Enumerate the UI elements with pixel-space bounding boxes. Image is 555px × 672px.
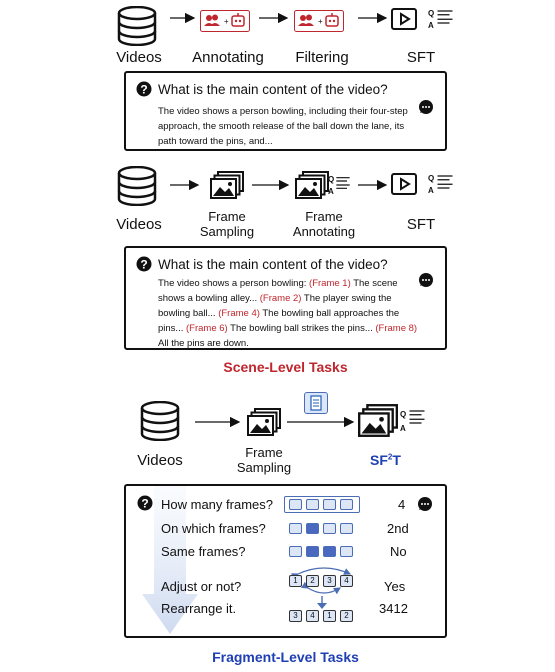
text-lines-icon [408, 406, 428, 430]
answer-text: The video shows a person bowling, including their four-step approach, the smooth release of the ball down the lane, its path toward the pins, and... [158, 106, 408, 147]
answer-segment: The scene shows a bowling alley... [158, 278, 398, 304]
frame-index-box: 3 [289, 610, 302, 622]
frame-index-box: 3 [323, 575, 336, 587]
videos-database-icon [140, 401, 184, 443]
human-plus-robot-icon [294, 10, 346, 32]
frame-reference: (Frame 8) [375, 323, 418, 334]
stage-annotating-label: Annotating [192, 49, 264, 66]
qa-box-frame-annotated [124, 246, 447, 350]
frame-reference: (Frame 6) [186, 323, 228, 334]
question-text: What is the main content of the video? [158, 257, 388, 272]
arrow-icon [193, 416, 243, 428]
frame-sampling-label: Frame Sampling [199, 209, 255, 239]
fragment-question: Rearrange it. [161, 601, 237, 616]
fragment-question: Adjust or not? [161, 579, 242, 594]
chat-bubble-icon [417, 496, 433, 512]
videos-database-icon [117, 166, 161, 208]
answer-segment: The player swing the bowling ball... [158, 293, 392, 319]
videos-label: Videos [137, 452, 183, 469]
down-arrow-icon [315, 596, 329, 610]
frame-stack-icon [210, 171, 244, 199]
frame-index-box: 2 [340, 610, 353, 622]
frame-index-box: 4 [306, 610, 319, 622]
fragment-answer: 3412 [379, 601, 408, 616]
fragment-question: How many frames? [161, 497, 273, 512]
frame-stack-icon [358, 404, 398, 438]
frame-cell [340, 523, 353, 534]
frame-cell [289, 546, 302, 557]
frame-cell [323, 499, 336, 510]
frame-cell-selected [306, 523, 319, 534]
chat-bubble-icon [418, 272, 434, 288]
question-icon [136, 256, 152, 272]
frame-index-box: 1 [289, 575, 302, 587]
fragment-answer: 2nd [387, 521, 409, 536]
stage-filtering-label: Filtering [295, 49, 349, 66]
qa-marks: Q A [428, 174, 435, 195]
qa-marks: Q A [328, 175, 335, 196]
frame-cell [289, 499, 302, 510]
arrow-icon [168, 179, 202, 191]
frame-reference: (Frame 2) [259, 293, 302, 304]
frame-sampling-label: Frame Sampling [236, 445, 292, 475]
arrow-icon [168, 12, 198, 24]
sf2t-label: $SF^2T$ [370, 452, 401, 468]
chat-bubble-icon [418, 99, 434, 115]
videos-label: Videos [116, 216, 162, 233]
question-icon [136, 81, 152, 97]
videos-database-icon [117, 6, 161, 48]
frame-cell [306, 499, 319, 510]
frame-index-box: 2 [306, 575, 319, 587]
frame-reference: (Frame 4) [218, 308, 260, 319]
frame-index-box: 1 [323, 610, 336, 622]
frame-annotating-label: Frame Annotating [292, 209, 356, 239]
frame-index-box: 4 [340, 575, 353, 587]
stage-sft-label: SFT [406, 49, 436, 66]
text-lines-icon [436, 7, 456, 29]
fragment-question: Same frames? [161, 544, 246, 559]
answer-segment: The bowling ball approaches the pins... [158, 308, 400, 334]
fragment-level-box [124, 484, 447, 638]
fragment-answer: 4 [398, 497, 406, 512]
text-lines-icon [335, 174, 353, 194]
arrow-icon [285, 416, 357, 428]
video-play-icon [391, 8, 419, 32]
stage-videos-label: Videos [116, 49, 162, 66]
frame-reference: (Frame 1) [309, 278, 351, 289]
frame-cell [340, 499, 353, 510]
frame-cell-selected [306, 546, 319, 557]
frame-cell [340, 546, 353, 557]
fragment-answer: Yes [384, 579, 406, 594]
frame-cell-selected [323, 546, 336, 557]
arrow-icon [257, 12, 291, 24]
arrow-icon [250, 179, 292, 191]
answer-text [158, 276, 420, 351]
qa-marks: Q A [428, 9, 435, 30]
frame-stack-icon [247, 408, 281, 436]
answer-segment: The bowling ball strikes the pins... [227, 323, 376, 334]
frame-cell [323, 523, 336, 534]
answer-segment: The video shows a person bowling: [158, 278, 310, 289]
human-plus-robot-icon [200, 10, 252, 32]
frame-cell [289, 523, 302, 534]
fragment-level-title: Fragment-Level Tasks [212, 649, 359, 665]
qa-marks: Q A [400, 410, 407, 433]
fragment-question: On which frames? [161, 521, 266, 536]
qa-box-coarse [124, 71, 447, 151]
text-lines-icon [436, 172, 456, 194]
question-icon [137, 495, 153, 511]
arrow-icon [356, 12, 390, 24]
video-play-icon [391, 173, 419, 197]
scene-level-title: Scene-Level Tasks [223, 359, 348, 375]
frame-stack-icon [295, 171, 329, 199]
document-icon [304, 392, 328, 414]
question-text: What is the main content of the video? [158, 82, 388, 97]
sft-label: SFT [406, 216, 436, 233]
answer-segment: All the pins are down. [158, 338, 249, 349]
fragment-answer: No [390, 544, 407, 559]
arrow-icon [356, 179, 390, 191]
